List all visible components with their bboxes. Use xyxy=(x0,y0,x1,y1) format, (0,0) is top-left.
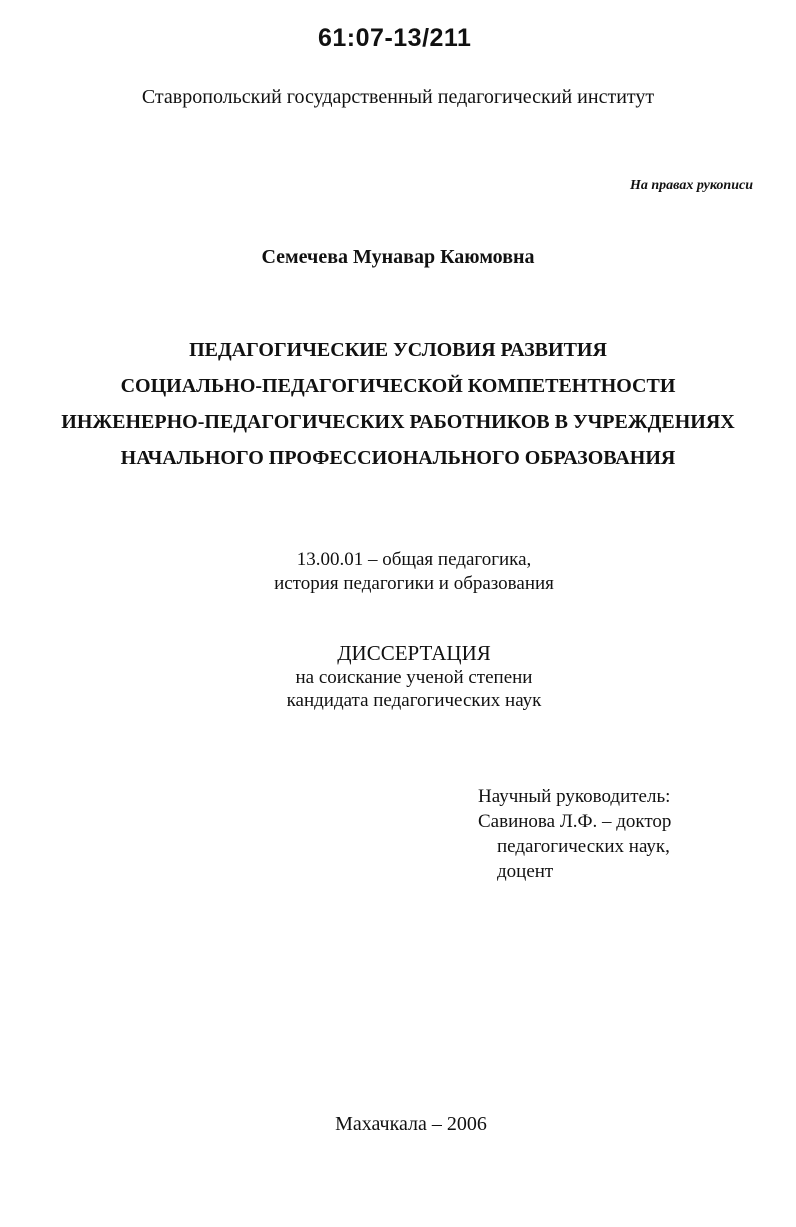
title-line: СОЦИАЛЬНО-ПЕДАГОГИЧЕСКОЙ КОМПЕТЕНТНОСТИ xyxy=(120,375,676,397)
title-line: ИНЖЕНЕРНО-ПЕДАГОГИЧЕСКИХ РАБОТНИКОВ В УЧРЕЖДЕНИЯХ xyxy=(61,411,735,433)
dissertation-title xyxy=(0,332,796,476)
degree-line: кандидата педагогических наук xyxy=(286,690,542,711)
catalog-number: 61:07-13/211 xyxy=(318,24,472,52)
rights-note: На правах рукописи xyxy=(630,178,753,193)
author-name: Семечева Мунавар Каюмовна xyxy=(261,246,535,268)
degree-line: на соискание ученой степени xyxy=(295,667,533,688)
title-line: ПЕДАГОГИЧЕСКИЕ УСЛОВИЯ РАЗВИТИЯ xyxy=(189,339,607,361)
supervisor-block xyxy=(478,784,671,884)
supervisor-label: Научный руководитель: xyxy=(478,786,671,807)
specialty-name-line: история педагогики и образования xyxy=(274,573,554,594)
specialty-code-line: 13.00.01 – общая педагогика, xyxy=(296,549,532,570)
supervisor-degree: педагогических наук, xyxy=(497,836,670,857)
place-year: Махачкала – 2006 xyxy=(335,1113,487,1135)
supervisor-name: Савинова Л.Ф. – доктор xyxy=(478,811,672,832)
specialty-block xyxy=(0,548,796,596)
dissertation-block xyxy=(0,640,796,712)
institution-name: Ставропольский государственный педагогический институт xyxy=(141,86,655,108)
dissertation-heading: ДИССЕРТАЦИЯ xyxy=(337,641,491,665)
title-line: НАЧАЛЬНОГО ПРОФЕССИОНАЛЬНОГО ОБРАЗОВАНИЯ xyxy=(120,447,676,469)
supervisor-title: доцент xyxy=(497,861,554,882)
